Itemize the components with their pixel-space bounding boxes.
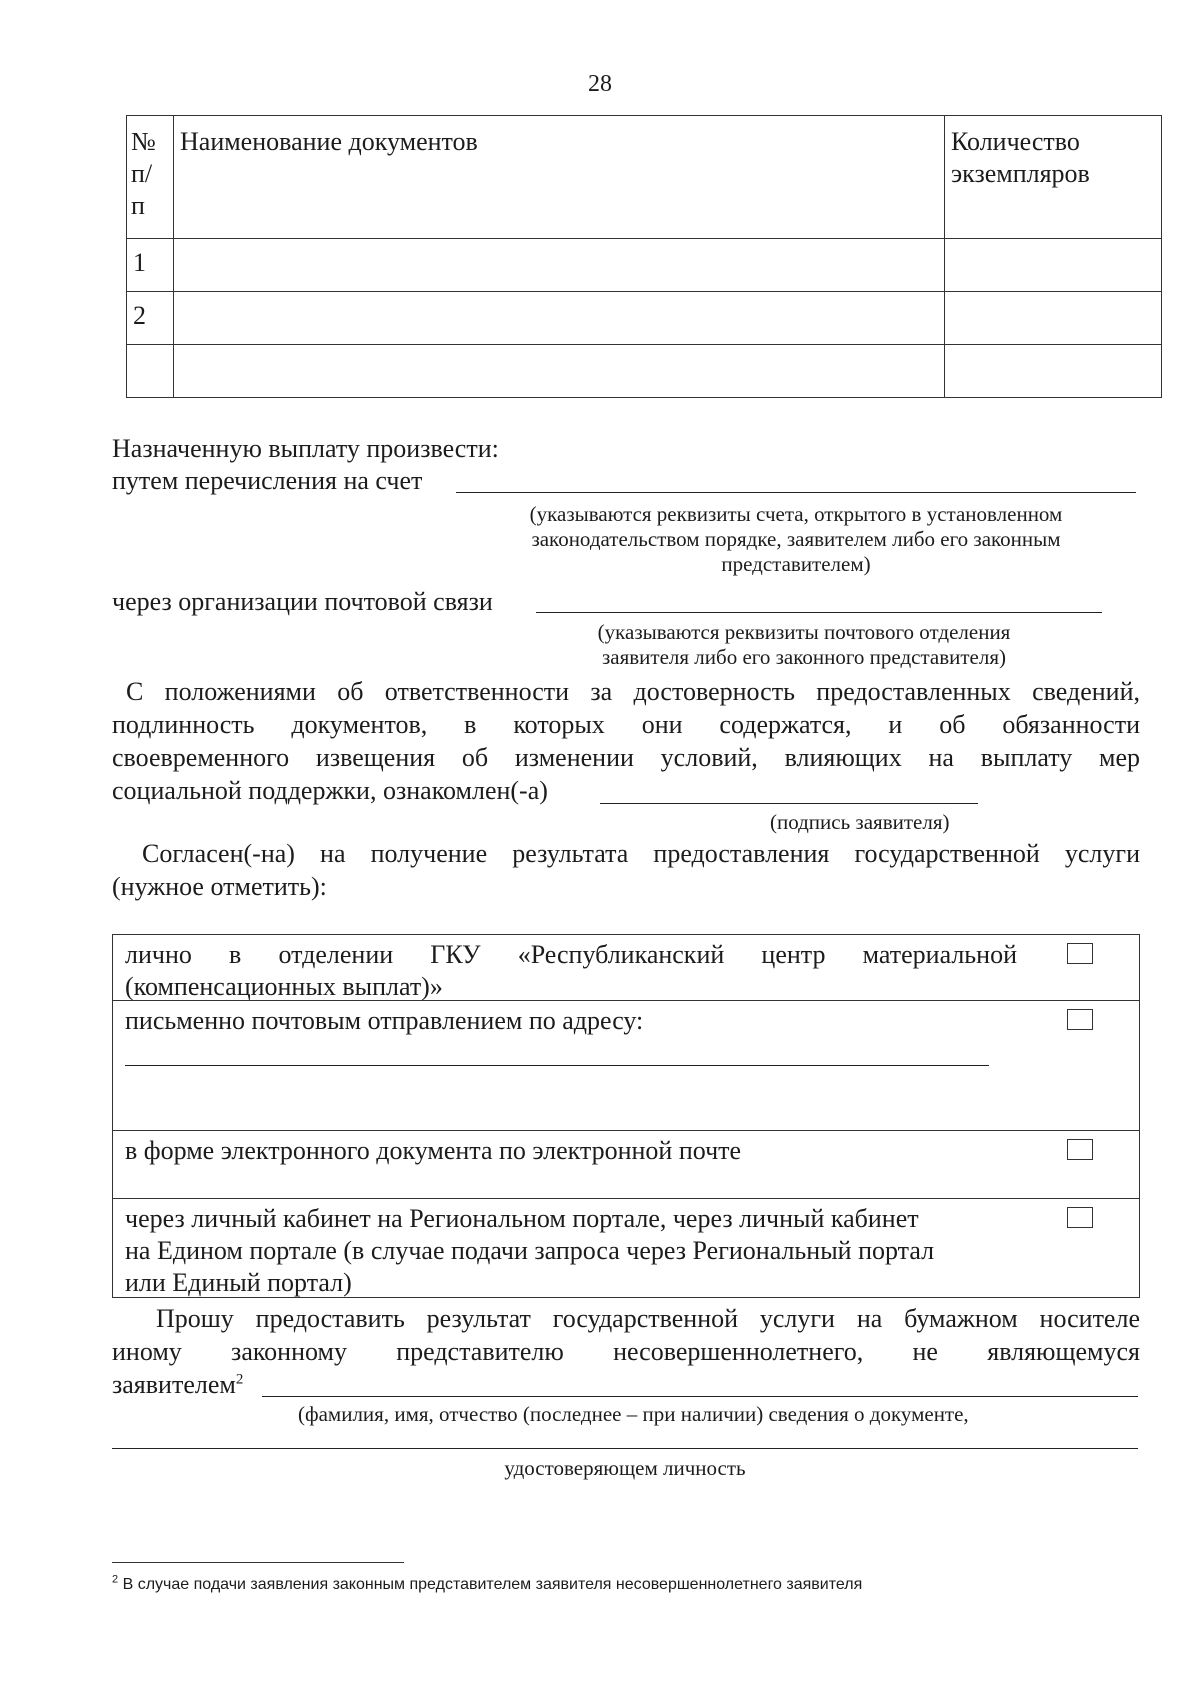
portal-checkbox[interactable] [1067, 1207, 1093, 1228]
option-text: в форме электронного документа по электронной почте [125, 1136, 742, 1165]
representative-line-3 [112, 1369, 243, 1401]
option-text: письменно почтовым отправлением по адресу: [125, 1006, 644, 1035]
documents-table [126, 115, 1162, 398]
representative-hint-2: удостоверяющем личность [504, 1456, 746, 1480]
responsibility-line-1: С положениями об ответственности за достоверность предоставленных сведений, [126, 677, 1140, 706]
option-row-mail [112, 1000, 1140, 1131]
header-document-name: Наименование документов [174, 116, 945, 239]
responsibility-line-3: своевременного извещения об изменении условий, влияющих на выплату мер [112, 743, 1140, 772]
representative-line-1: Прошу предоставить результат государственной услуги на бумажном носителе [156, 1304, 1140, 1333]
row-copies-count[interactable] [945, 292, 1162, 345]
option-row-in-person [112, 934, 1140, 1001]
table-row [127, 345, 1162, 398]
representative-line-2: иному законному представителю несовершеннолетнего, не являющемуся [112, 1337, 1140, 1366]
row-number: 1 [127, 239, 174, 292]
option-row-portal [112, 1198, 1140, 1298]
signature-field[interactable] [600, 803, 978, 804]
row-number: 2 [127, 292, 174, 345]
option-text: через личный кабинет на Региональном портале, через личный кабинет [125, 1204, 919, 1233]
option-text: лично в отделении ГКУ «Республиканский центр материальной [125, 940, 1017, 969]
footnote-mark: 2 [112, 1573, 119, 1586]
account-hint-3: представителем) [721, 552, 871, 576]
representative-label: заявителем [112, 1370, 236, 1399]
footnote-text: В случае подачи заявления законным представителем заявителя несовершеннолетнего заявителя [118, 1576, 863, 1593]
responsibility-line-4: социальной поддержки, ознакомлен(-а) [112, 776, 548, 805]
post-hint-2: заявителя либо его законного представителя) [601, 645, 1007, 669]
option-row-email [112, 1130, 1140, 1199]
signature-hint: (подпись заявителя) [770, 810, 950, 834]
row-copies-count[interactable] [945, 345, 1162, 398]
account-field[interactable] [456, 492, 1136, 493]
table-row [127, 292, 1162, 345]
email-checkbox[interactable] [1067, 1139, 1093, 1160]
post-field[interactable] [536, 612, 1102, 613]
payment-heading: Назначенную выплату произвести: [112, 434, 499, 463]
account-hint-1: (указываются реквизиты счета, открытого в установленном [529, 502, 1063, 526]
option-text: или Единый портал) [125, 1268, 352, 1297]
row-copies-count[interactable] [945, 239, 1162, 292]
in-person-checkbox[interactable] [1067, 943, 1093, 964]
account-hint-2: законодательством порядке, заявителем либо его законным [531, 527, 1061, 551]
header-number: № п/ п [127, 116, 174, 239]
identity-document-field[interactable] [112, 1448, 1138, 1449]
option-text: на Едином портале (в случае подачи запроса через Региональный портал [125, 1236, 935, 1265]
consent-line-2: (нужное отметить): [112, 872, 327, 901]
page-number: 28 [588, 71, 612, 97]
table-header-row [127, 116, 1162, 239]
mail-address-field[interactable] [125, 1065, 989, 1066]
post-label: через организации почтовой связи [112, 587, 493, 616]
row-document-name[interactable] [174, 239, 945, 292]
footnote-reference: 2 [235, 1371, 244, 1388]
consent-line-1: Согласен(-на) на получение результата предоставления государственной услуги [142, 839, 1140, 868]
representative-name-field[interactable] [262, 1396, 1138, 1397]
row-document-name[interactable] [174, 292, 945, 345]
table-row [127, 239, 1162, 292]
account-label: путем перечисления на счет [112, 466, 423, 495]
footnote-separator [112, 1562, 404, 1563]
representative-hint-1: (фамилия, имя, отчество (последнее – при наличии) сведения о документе, [298, 1402, 969, 1426]
row-document-name[interactable] [174, 345, 945, 398]
footnote [112, 1575, 862, 1595]
mail-checkbox[interactable] [1067, 1009, 1093, 1030]
row-number [127, 345, 174, 398]
option-text: (компенсационных выплат)» [125, 972, 443, 1001]
header-copies-count: Количество экземпляров [945, 116, 1162, 239]
post-hint-1: (указываются реквизиты почтового отделения [597, 620, 1011, 644]
responsibility-line-2: подлинность документов, в которых они содержатся, и об обязанности [112, 710, 1140, 739]
